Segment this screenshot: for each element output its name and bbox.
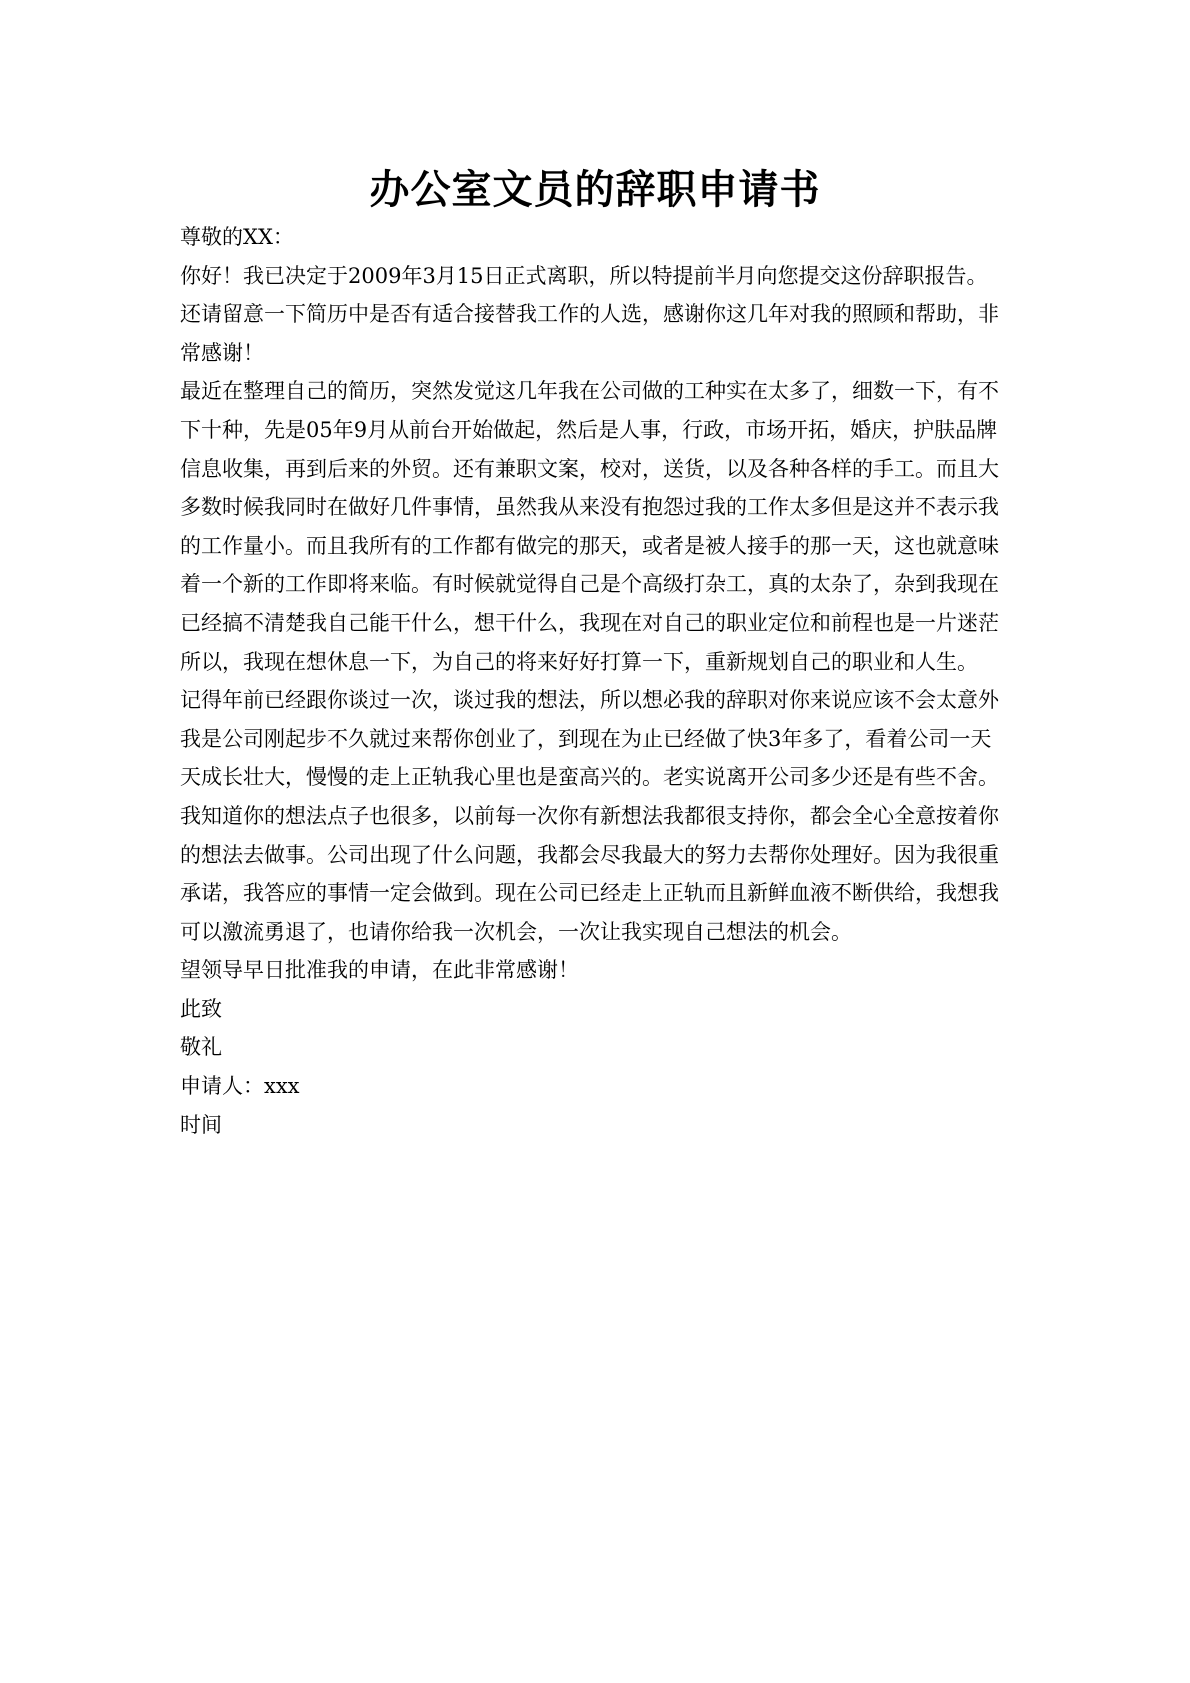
text-line: 记得年前已经跟你谈过一次，谈过我的想法，所以想必我的辞职对你来说应该不会太意外 [180, 688, 999, 713]
document-body [180, 218, 1020, 1144]
text-line: 的想法去做事。公司出现了什么问题，我都会尽我最大的努力去帮你处理好。因为我很重 [180, 842, 999, 867]
text-line: 此致 [180, 996, 222, 1021]
text-line: 尊敬的XX： [180, 225, 294, 249]
text-line: 敬礼 [180, 1035, 222, 1060]
text-line: 还请留意一下简历中是否有适合接替我工作的人选，感谢你这几年对我的照顾和帮助，非 [180, 302, 999, 327]
text-line: 我知道你的想法点子也很多，以前每一次你有新想法我都很支持你，都会全心全意按着你 [180, 803, 999, 828]
text-line: 着一个新的工作即将来临。有时候就觉得自己是个高级打杂工，真的太杂了，杂到我现在 [180, 572, 999, 597]
text-line: 最近在整理自己的简历，突然发觉这几年我在公司做的工种实在太多了，细数一下，有不 [180, 379, 999, 404]
text-line: 我是公司刚起步不久就过来帮你创业了，到现在为止已经做了快3年多了，看着公司一天 [180, 726, 992, 751]
text-line: 承诺，我答应的事情一定会做到。现在公司已经走上正轨而且新鲜血液不断供给，我想我 [180, 881, 999, 906]
text-line: 所以，我现在想休息一下，为自己的将来好好打算一下，重新规划自己的职业和人生。 [180, 649, 978, 674]
text-line: 的工作量小。而且我所有的工作都有做完的那天，或者是被人接手的那一天，这也就意味 [180, 533, 999, 558]
text-line: 申请人：xxx [180, 1074, 300, 1099]
text-line: 可以激流勇退了，也请你给我一次机会，一次让我实现自己想法的机会。 [180, 919, 852, 944]
document-title: 办公室文员的辞职申请书 [369, 167, 821, 213]
text-line: 下十种，先是05年9月从前台开始做起，然后是人事，行政，市场开拓，婚庆，护肤品牌 [180, 417, 998, 442]
text-line: 已经搞不清楚我自己能干什么，想干什么，我现在对自己的职业定位和前程也是一片迷茫 [180, 610, 999, 635]
text-line: 时间 [180, 1112, 222, 1137]
text-line: 望领导早日批准我的申请，在此非常感谢！ [180, 958, 579, 983]
text-line: 常感谢！ [180, 340, 264, 365]
text-line: 你好！我已决定于2009年3月15日正式离职，所以特提前半月向您提交这份辞职报告。 [180, 263, 988, 288]
text-line: 信息收集，再到后来的外贸。还有兼职文案，校对，送货，以及各种各样的手工。而且大 [180, 456, 999, 481]
text-line: 天成长壮大，慢慢的走上正轨我心里也是蛮高兴的。老实说离开公司多少还是有些不舍。 [180, 765, 999, 790]
text-line: 多数时候我同时在做好几件事情，虽然我从来没有抱怨过我的工作太多但是这并不表示我 [180, 495, 999, 520]
